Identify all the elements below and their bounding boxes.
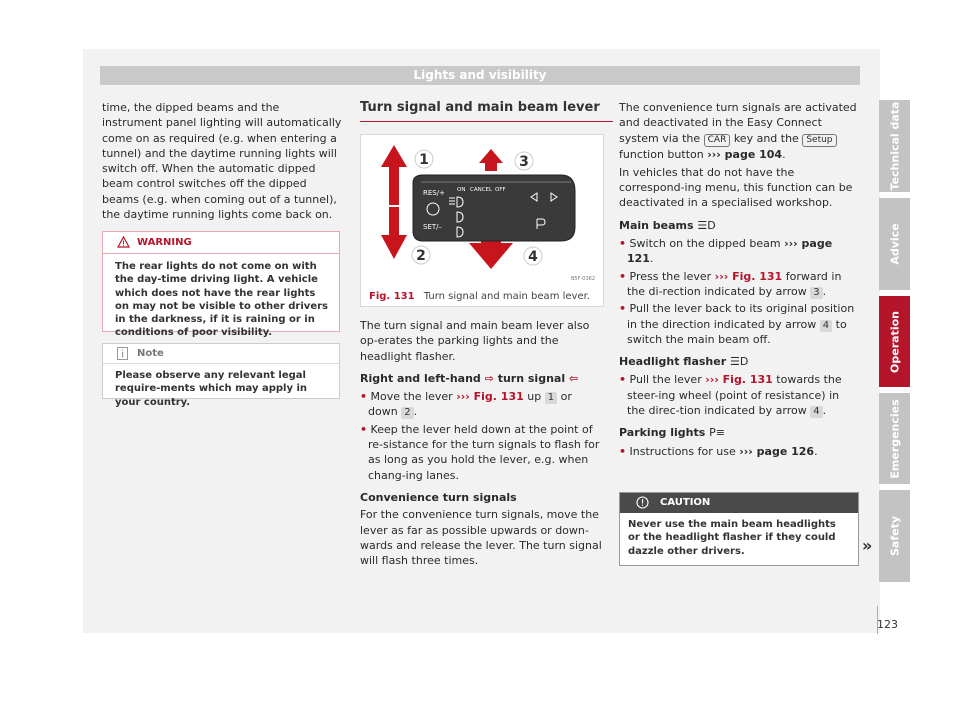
lever-label-on: ON: [457, 187, 466, 193]
turn-signal-heading-b: turn signal: [497, 371, 566, 385]
lever-label-set: SET/–: [423, 223, 443, 231]
figure-131: [360, 134, 604, 307]
page-header: Lights and visibility: [100, 66, 860, 85]
caution-box: [619, 492, 859, 566]
setup-key: Setup: [802, 134, 836, 147]
main-bullet-2-a: Press the lever: [629, 269, 712, 283]
lever-label-off: OFF: [495, 187, 506, 193]
lever-intro: The turn signal and main beam lever also op-erates the parking lights and the headlight flasher.: [360, 319, 590, 363]
turn-bullet-1: [360, 389, 605, 420]
main-bullet-2: [619, 269, 859, 300]
parking-bullet: [619, 444, 859, 459]
convenience-activation-d: .: [782, 147, 786, 161]
flasher-bullet-c: .: [822, 404, 827, 418]
turn-bullet-1-b: up: [527, 390, 542, 404]
tab-label: Safety: [888, 515, 901, 557]
column-1: [102, 100, 342, 229]
main-bullet-1-b: .: [649, 252, 654, 266]
turn-bullet-1-a: Move the lever: [370, 390, 453, 404]
flasher-bullet-b: towards the steer-ing wheel (point of resistance) in the direc-tion indicated by arrow: [627, 373, 842, 418]
main-bullet-1-a: Switch on the dipped beam: [629, 237, 781, 251]
arrow-label-2: 2: [416, 248, 426, 264]
continue-mark: »: [862, 536, 873, 555]
caution-title: CAUTION: [660, 497, 711, 508]
arrow-2-down: [381, 207, 407, 259]
figure-caption: [369, 291, 590, 302]
figure-caption-text: Turn signal and main beam lever.: [423, 291, 590, 302]
column-3: [619, 100, 859, 461]
note-title: Note: [137, 348, 164, 359]
tab-label: Technical data: [888, 101, 901, 191]
info-icon: [117, 347, 128, 360]
bullet-dot: •: [619, 302, 627, 316]
tab-label: Operation: [888, 310, 901, 373]
section-title: Turn signal and main beam lever: [360, 100, 613, 122]
arrow-ref-1: 1: [545, 392, 557, 404]
arrow-3-forward: [479, 149, 503, 171]
arrow-ref-2: 2: [401, 407, 413, 419]
lever-illustration: [361, 135, 605, 285]
caution-icon: [636, 496, 649, 509]
fig-131-link[interactable]: ››› Fig. 131: [714, 269, 783, 283]
convenience-activation: [619, 100, 859, 162]
page-104-link[interactable]: ››› page 104: [707, 147, 783, 161]
caution-text: Never use the main beam headlights or the headlight flasher if they could dazzle other drivers.: [628, 519, 836, 557]
arrow-label-1: 1: [419, 152, 429, 168]
warning-icon: [117, 236, 130, 248]
note-text: Please observe any relevant legal require-ments which may apply in your country.: [115, 370, 308, 408]
fig-131-link[interactable]: ››› Fig. 131: [456, 390, 524, 404]
turn-bullet-2: [360, 422, 605, 483]
bullet-dot: •: [360, 390, 368, 404]
turn-left-icon: ⇦: [568, 371, 579, 385]
arrow-label-3: 3: [519, 154, 529, 170]
flasher-heading-text: Headlight flasher: [619, 355, 727, 369]
bullet-dot: •: [360, 422, 368, 436]
page-126-link[interactable]: ››› page 126: [739, 444, 815, 458]
main-bullet-3: [619, 301, 859, 347]
parking-heading-text: Parking lights: [619, 426, 706, 440]
note-box: [102, 343, 340, 408]
lever-body: [413, 175, 575, 241]
main-bullet-2-c: .: [822, 284, 827, 298]
main-beams-heading-text: Main beams: [619, 218, 694, 232]
tab-label: Emergencies: [888, 398, 901, 479]
flasher-bullet-a: Pull the lever: [629, 373, 702, 387]
caution-header: [620, 493, 858, 513]
note-header: [103, 344, 339, 364]
flasher-heading: [619, 354, 859, 369]
page-number: 123: [877, 618, 898, 631]
tab-label: Advice: [888, 223, 901, 265]
convenience-activation-a: The convenience turn signals are activated and deactivated in the Easy Connect system via the: [619, 101, 857, 145]
turn-bullet-1-d: .: [413, 405, 418, 419]
main-bullet-1: [619, 236, 859, 267]
warning-box: [102, 231, 340, 339]
arrow-ref-4: 4: [810, 406, 822, 418]
lever-label-cancel: CANCEL: [470, 187, 493, 193]
convenience-activation-b: key and the: [733, 131, 799, 145]
convenience-activation-c: function button: [619, 147, 704, 161]
convenience-text: For the convenience turn signals, move the lever as far as possible upwards or down-wards and release the lever. The turn signal will flash three times.: [360, 508, 602, 568]
workshop-text: In vehicles that do not have the correspond-ing menu, this function can be deactivated in a specialised workshop.: [619, 165, 853, 210]
parking-bullet-a: Instructions for use: [629, 444, 736, 458]
figure-code: B5F-0362: [571, 276, 596, 282]
tab-advice[interactable]: [879, 198, 910, 290]
fig-131-link[interactable]: ››› Fig. 131: [705, 373, 773, 387]
turn-bullet-2-text: Keep the lever held down at the point of re-sistance for the turn signals to flash for as long as you hold the lever, e.g. when chang-ing lanes.: [368, 422, 600, 482]
main-beam-icon: ☰D: [697, 218, 716, 232]
arrow-ref-4: 4: [820, 320, 832, 332]
arrow-ref-3: 3: [810, 287, 822, 299]
tab-operation[interactable]: [879, 296, 910, 387]
arrow-1-up: [381, 145, 407, 205]
parking-heading: [619, 425, 859, 440]
bullet-dot: •: [619, 237, 627, 251]
arrow-label-4: 4: [528, 249, 538, 265]
turn-signal-heading: [360, 371, 605, 386]
page-121-link[interactable]: ››› page 121: [627, 237, 833, 266]
warning-header: [103, 232, 339, 254]
intro-paragraph: time, the dipped beams and the instrument panel lighting will automatically come on as required (e.g. when entering a tunnel) and the daytime running lights will switch off. When the automatic dipped beam control switches off the dipped beams (e.g. when coming out of a tunnel), the daytime running lights come back on.: [102, 101, 342, 222]
tab-technical-data[interactable]: [879, 100, 910, 192]
figure-label: Fig. 131: [369, 291, 415, 302]
warning-title: WARNING: [137, 237, 192, 248]
car-key: CAR: [704, 134, 731, 147]
turn-bullet-1-c: or down: [368, 390, 572, 419]
column-2: [360, 318, 605, 575]
turn-right-icon: ⇨: [484, 371, 494, 385]
bullet-dot: •: [619, 269, 627, 283]
bullet-dot: •: [619, 373, 627, 387]
flasher-icon: ☰D: [729, 355, 749, 369]
tab-emergencies[interactable]: [879, 393, 910, 484]
convenience-heading: Convenience turn signals: [360, 490, 517, 504]
main-bullet-2-b: forward in the di-rection indicated by arrow: [627, 269, 842, 298]
bullet-dot: •: [619, 444, 627, 458]
parking-light-icon: P≡: [709, 426, 725, 440]
lever-label-res: RES/+: [423, 189, 445, 197]
main-bullet-3-a: Pull the lever back to its original position in the direction indicated by arrow: [627, 302, 855, 331]
turn-signal-heading-a: Right and left-hand: [360, 371, 481, 385]
warning-text: The rear lights do not come on with the day-time driving light. A vehicle which does not have the rear lights on may not be visible to other drivers in the darkness, if it is raining or in conditions of poor visibility.: [115, 261, 328, 339]
main-beams-heading: [619, 218, 859, 233]
flasher-bullet: [619, 372, 859, 418]
main-bullet-3-b: to switch the main beam off.: [627, 317, 847, 346]
tab-safety[interactable]: [879, 490, 910, 582]
parking-bullet-b: .: [814, 444, 818, 458]
